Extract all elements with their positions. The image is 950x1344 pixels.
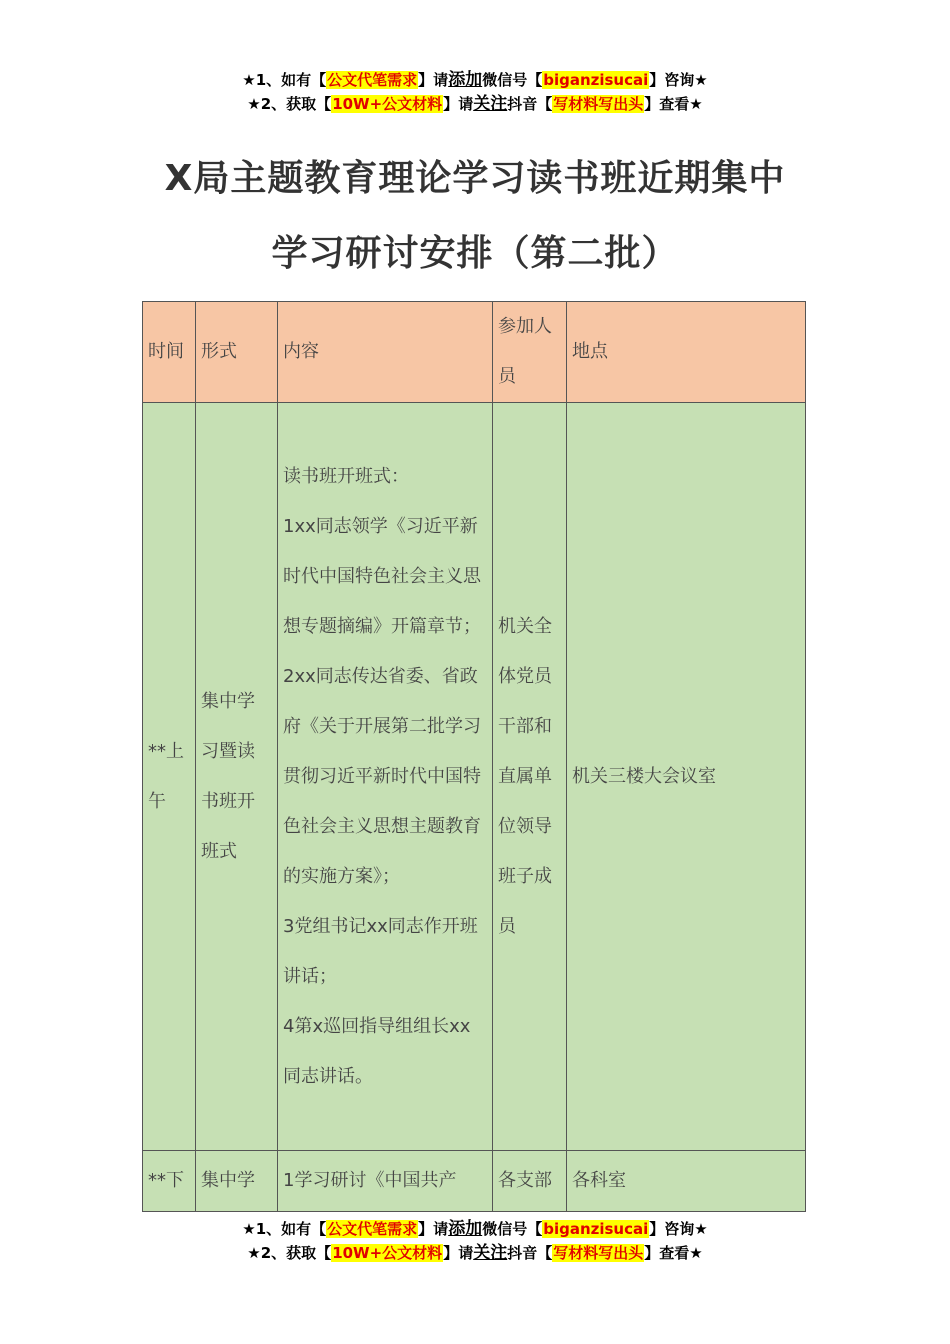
- promo-banner-bottom: [0, 1217, 950, 1265]
- promo-highlight: 10W+公文材料: [332, 1244, 443, 1262]
- table-row: [143, 403, 806, 1151]
- content-item: 4第x巡回指导组组长xx同志讲话。: [283, 1015, 471, 1087]
- row-form: 集中学习暨读书班开班式: [196, 403, 278, 1151]
- promo-highlight: 公文代笔需求: [327, 71, 418, 89]
- wechat-id-highlight: biganzisucai: [543, 1220, 649, 1238]
- content-item: 1学习研讨《中国共产: [283, 1170, 457, 1191]
- schedule-table: [142, 301, 806, 1212]
- row-content: [278, 1151, 493, 1212]
- header-form: 形式: [196, 302, 278, 403]
- row-form: 集中学: [196, 1151, 278, 1212]
- promo-line-2: ★2、获取【10W+公文材料】请关注抖音【写材料写出头】查看★: [247, 1243, 703, 1263]
- promo-banner-top: [0, 68, 950, 116]
- promo-highlight: 10W+公文材料: [332, 95, 443, 113]
- wechat-id-highlight: biganzisucai: [543, 71, 649, 89]
- table-row: [143, 1151, 806, 1212]
- document-title-line-1: X局主题教育理论学习读书班近期集中: [164, 158, 786, 199]
- row-location: 各科室: [567, 1151, 806, 1212]
- row-participants: 各支部: [493, 1151, 567, 1212]
- content-item: 读书班开班式：: [283, 465, 409, 487]
- promo-highlight: 公文代笔需求: [327, 1220, 418, 1238]
- promo-line-1: ★1、如有【公文代笔需求】请添加微信号【biganzisucai】咨询★: [242, 1219, 708, 1239]
- content-item: 2xx同志传达省委、省政府《关于开展第二批学习贯彻习近平新时代中国特色社会主义思想主题教育的实施方案》；: [283, 665, 481, 887]
- douyin-id-highlight: 写材料写出头: [553, 1244, 644, 1262]
- row-time: **下: [143, 1151, 196, 1212]
- document-title-line-2: 学习研讨安排（第二批）: [271, 233, 679, 274]
- promo-line-1: ★1、如有【公文代笔需求】请添加微信号【biganzisucai】咨询★: [242, 70, 708, 90]
- promo-line-2: ★2、获取【10W+公文材料】请关注抖音【写材料写出头】查看★: [247, 94, 703, 114]
- row-content: [278, 403, 493, 1151]
- header-participants: 参加人员: [493, 302, 567, 403]
- content-item: 3党组书记xx同志作开班讲话；: [283, 915, 478, 987]
- douyin-id-highlight: 写材料写出头: [553, 95, 644, 113]
- row-participants: 机关全体党员干部和直属单位领导班子成员: [493, 403, 567, 1151]
- header-time: 时间: [143, 302, 196, 403]
- row-location: 机关三楼大会议室: [567, 403, 806, 1151]
- row-time: **上午: [143, 403, 196, 1151]
- header-content: 内容: [278, 302, 493, 403]
- content-item: 1xx同志领学《习近平新时代中国特色社会主义思想专题摘编》开篇章节；: [283, 515, 481, 637]
- table-header-row: [143, 302, 806, 403]
- header-location: 地点: [567, 302, 806, 403]
